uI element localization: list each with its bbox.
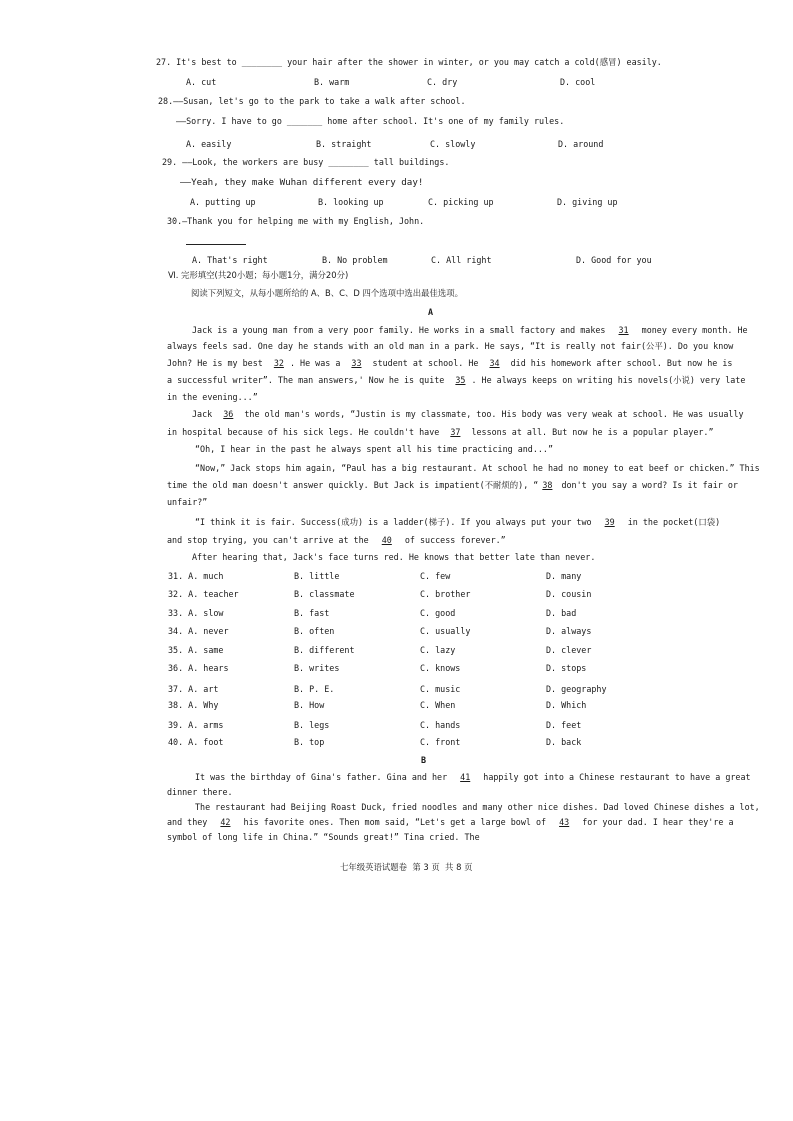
- option-37-a: 37. A. art: [168, 684, 219, 694]
- question-27-option-d: D. cool: [560, 77, 596, 87]
- blank-37: 37: [450, 427, 461, 437]
- page-footer: 七年级英语试题卷 第 3 页 共 8 页: [340, 862, 473, 872]
- question-27-stem: 27. It's best to ________ your hair after the shower in winter, or you may catch a cold(感冒) easily.: [156, 57, 662, 67]
- option-33-b: B. fast: [294, 608, 330, 618]
- question-30-option-d: D. Good for you: [576, 255, 652, 265]
- question-27-option-a: A. cut: [186, 77, 217, 87]
- question-30-stem: 30.—Thank you for helping me with my English, John.: [167, 216, 425, 226]
- option-34-b: B. often: [294, 626, 335, 636]
- question-28-option-c: C. slowly: [430, 139, 476, 149]
- blank-40: 40: [381, 535, 392, 545]
- option-32-c: C. brother: [420, 589, 471, 599]
- option-40-d: D. back: [546, 737, 582, 747]
- option-34-d: D. always: [546, 626, 592, 636]
- option-40-b: B. top: [294, 737, 325, 747]
- passage-a-line: “I think it is fair. Success(成功) is a ladder(梯子). If you always put your two 39 in the pocket(口袋): [195, 517, 721, 527]
- option-36-c: C. knows: [420, 663, 461, 673]
- option-37-d: D. geography: [546, 684, 607, 694]
- blank-31: 31: [618, 325, 629, 335]
- section-title: Ⅵ. 完形填空(共20小题；每小题1分，满分20分): [168, 270, 349, 280]
- passage-a-line: a successful writer”. The man answers,' Now he is quite 35 . He always keeps on writing his novels(小说) very late: [167, 375, 746, 385]
- passage-b-label: B: [421, 755, 427, 765]
- option-34-a: 34. A. never: [168, 626, 229, 636]
- passage-a-line: time the old man doesn't answer quickly. But Jack is impatient(不耐烦的), “ 38 don't you say a word? Is it fair or: [167, 480, 738, 490]
- option-32-d: D. cousin: [546, 589, 592, 599]
- question-27-option-b: B. warm: [314, 77, 350, 87]
- question-29-option-d: D. giving up: [557, 197, 618, 207]
- passage-a-line: unfair?”: [167, 497, 208, 507]
- blank-41: 41: [460, 772, 471, 782]
- passage-b-line: The restaurant had Beijing Roast Duck, fried noodles and many other nice dishes. Dad loved Chinese dishes a lot,: [195, 802, 760, 812]
- question-29-option-c: C. picking up: [428, 197, 494, 207]
- blank-36: 36: [223, 409, 234, 419]
- passage-b-line: and they 42 his favorite ones. Then mom said, “Let's get a large bowl of 43 for your dad. I hear they're a: [167, 817, 734, 827]
- passage-a-line: Jack 36 the old man's words, “Justin is my classmate, too. His body was very weak at school. He was usually: [192, 409, 744, 419]
- option-31-c: C. few: [420, 571, 451, 581]
- option-35-b: B. different: [294, 645, 355, 655]
- blank-32: 32: [273, 358, 284, 368]
- option-36-a: 36. A. hears: [168, 663, 229, 673]
- question-29-option-a: A. putting up: [190, 197, 256, 207]
- option-31-a: 31. A. much: [168, 571, 224, 581]
- option-38-d: D. Which: [546, 700, 587, 710]
- question-27-option-c: C. dry: [427, 77, 458, 87]
- blank-33: 33: [351, 358, 362, 368]
- blank-43: 43: [559, 817, 570, 827]
- passage-a-label: A: [428, 307, 434, 317]
- section-instruction: 阅读下列短文，从每小题所给的 A、B、C、D 四个选项中选出最佳选项。: [191, 288, 463, 298]
- option-32-b: B. classmate: [294, 589, 355, 599]
- passage-a-line: and stop trying, you can't arrive at the 40 of success forever.”: [167, 535, 506, 545]
- passage-b-line: dinner there.: [167, 787, 233, 797]
- question-28-option-d: D. around: [558, 139, 604, 149]
- passage-a-line: John? He is my best 32 . He was a 33 student at school. He 34 did his homework after school. But now he is: [167, 358, 733, 368]
- option-40-a: 40. A. foot: [168, 737, 224, 747]
- option-31-b: B. little: [294, 571, 340, 581]
- option-39-b: B. legs: [294, 720, 330, 730]
- blank-34: 34: [489, 358, 500, 368]
- passage-a-line: “Oh, I hear in the past he always spent all his time practicing and...”: [195, 444, 553, 454]
- passage-a-line: Jack is a young man from a very poor family. He works in a small factory and makes 31 money every month. He: [192, 325, 748, 335]
- question-28-option-a: A. easily: [186, 139, 232, 149]
- option-39-d: D. feet: [546, 720, 582, 730]
- passage-a-line: in hospital because of his sick legs. He couldn't have 37 lessons at all. But now he is a popular player.”: [167, 427, 714, 437]
- option-35-a: 35. A. same: [168, 645, 224, 655]
- option-33-d: D. bad: [546, 608, 577, 618]
- option-39-a: 39. A. arms: [168, 720, 224, 730]
- option-37-c: C. music: [420, 684, 461, 694]
- option-39-c: C. hands: [420, 720, 461, 730]
- question-28-option-b: B. straight: [316, 139, 372, 149]
- option-32-a: 32. A. teacher: [168, 589, 239, 599]
- blank-42: 42: [220, 817, 231, 827]
- question-28-reply: ——Sorry. I have to go _______ home after school. It's one of my family rules.: [176, 116, 565, 126]
- question-30-option-a: A. That's right: [192, 255, 268, 265]
- blank-38: 38: [542, 480, 553, 490]
- question-30-option-b: B. No problem: [322, 255, 388, 265]
- question-30-option-c: C. All right: [431, 255, 492, 265]
- option-38-c: C. When: [420, 700, 456, 710]
- blank-39: 39: [604, 517, 615, 527]
- question-29-reply: ——Yeah, they make Wuhan different every day!: [180, 177, 424, 188]
- option-35-c: C. lazy: [420, 645, 456, 655]
- option-38-a: 38. A. Why: [168, 700, 219, 710]
- option-35-d: D. clever: [546, 645, 592, 655]
- option-33-c: C. good: [420, 608, 456, 618]
- question-29-stem: 29. ——Look, the workers are busy ________ tall buildings.: [162, 157, 450, 167]
- question-30-answer-blank: [186, 244, 246, 245]
- question-29-option-b: B. looking up: [318, 197, 384, 207]
- question-28-stem: 28.——Susan, let's go to the park to take a walk after school.: [158, 96, 466, 106]
- passage-a-line: always feels sad. One day he stands with an old man in a park. He says, “It is really not fair(公平). Do you know: [167, 341, 734, 351]
- passage-a-line: in the evening...”: [167, 392, 258, 402]
- option-36-b: B. writes: [294, 663, 340, 673]
- passage-b-line: symbol of long life in China.” “Sounds great!” Tina cried. The: [167, 832, 480, 842]
- option-38-b: B. How: [294, 700, 325, 710]
- passage-a-line: After hearing that, Jack's face turns red. He knows that better late than never.: [192, 552, 596, 562]
- blank-35: 35: [455, 375, 466, 385]
- option-36-d: D. stops: [546, 663, 587, 673]
- option-33-a: 33. A. slow: [168, 608, 224, 618]
- option-37-b: B. P. E.: [294, 684, 335, 694]
- passage-a-line: “Now,” Jack stops him again, “Paul has a big restaurant. At school he had no money to eat beef or chicken.” This: [195, 463, 760, 473]
- option-31-d: D. many: [546, 571, 582, 581]
- option-40-c: C. front: [420, 737, 461, 747]
- passage-b-line: It was the birthday of Gina's father. Gina and her 41 happily got into a Chinese restaurant to have a great: [195, 772, 751, 782]
- option-34-c: C. usually: [420, 626, 471, 636]
